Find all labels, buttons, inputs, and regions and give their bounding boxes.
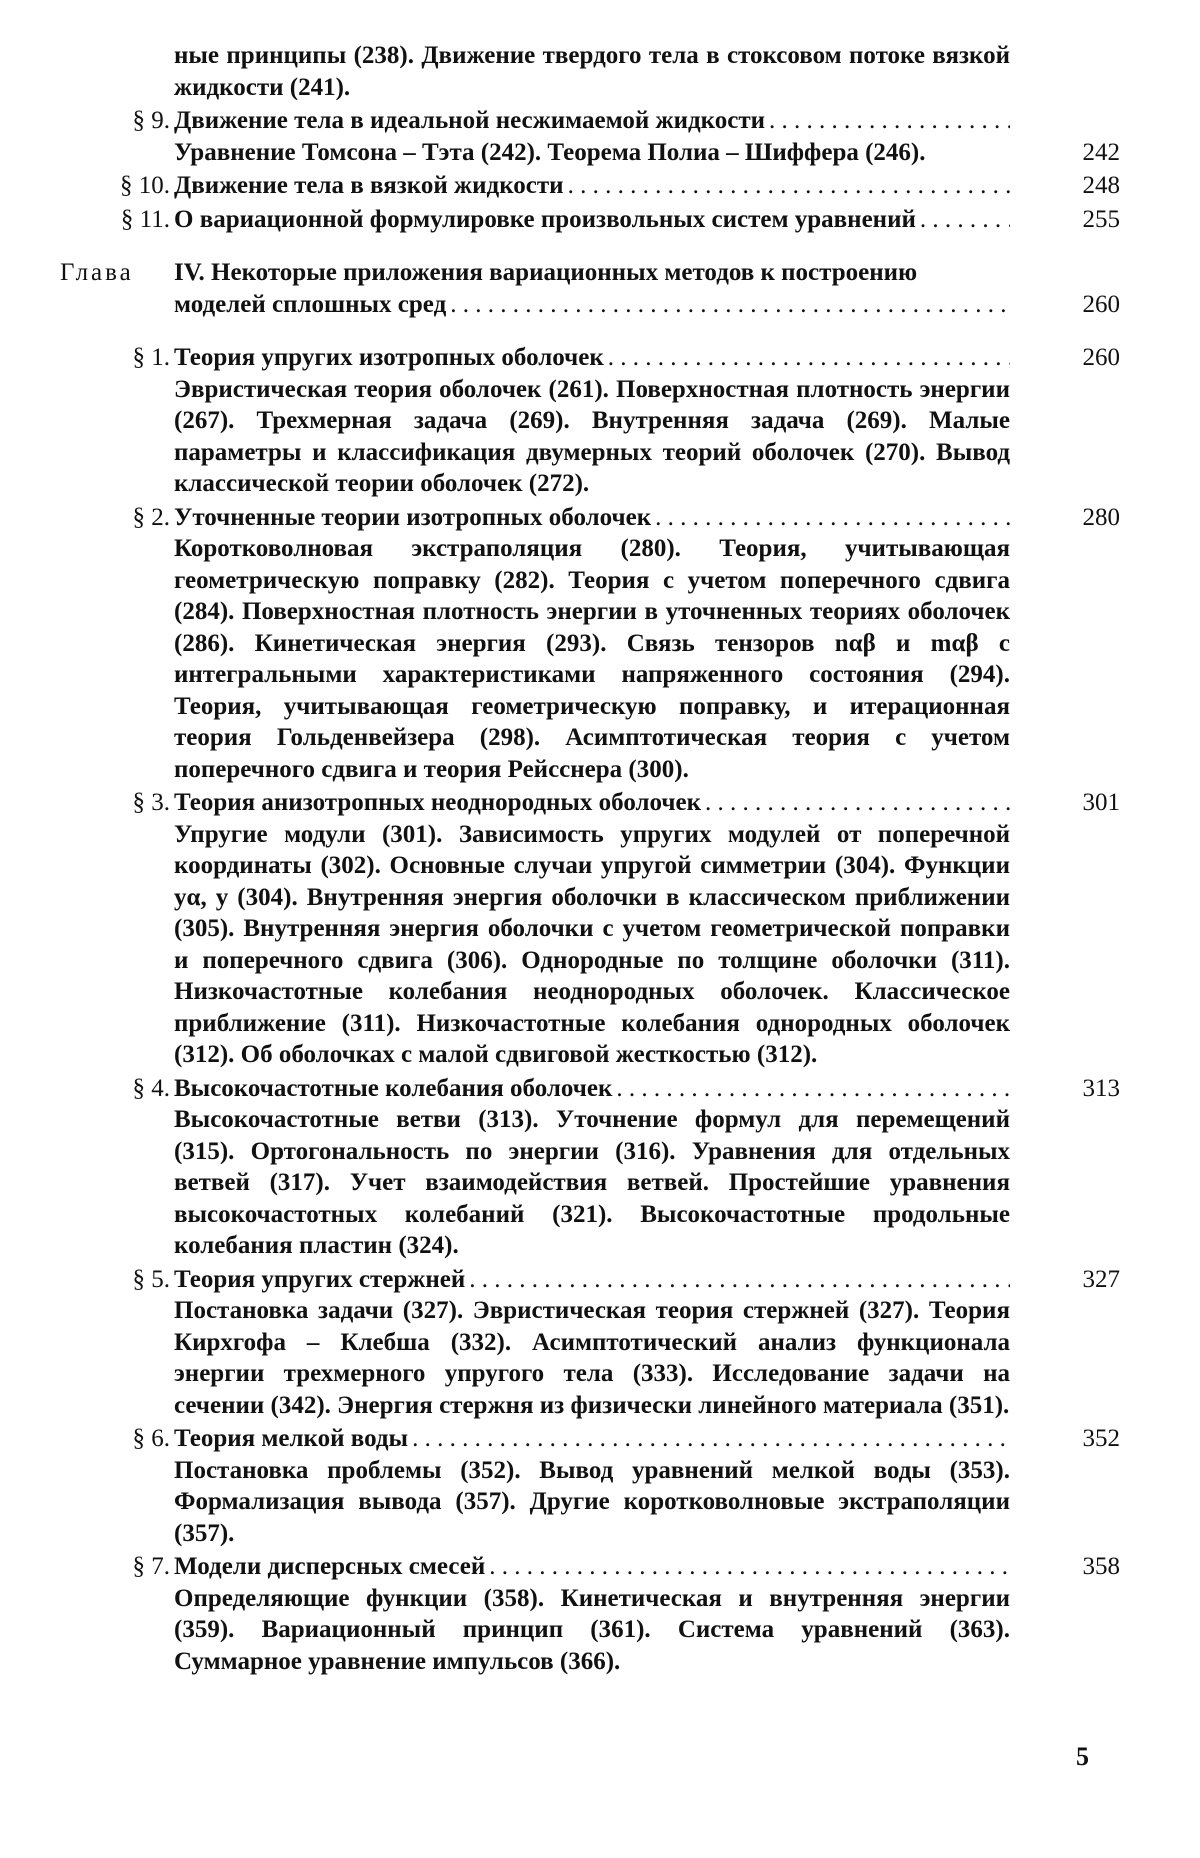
page-number: 280: [1082, 503, 1120, 531]
toc-entry-c1: [60, 342, 1120, 500]
section-number: § 10.: [120, 172, 170, 199]
toc-entry-c5: [60, 1264, 1120, 1422]
section-number: § 2.: [132, 503, 170, 531]
table-of-contents: [60, 40, 1120, 1679]
toc-entry-c4: [60, 1073, 1120, 1262]
page-number: 248: [1082, 172, 1120, 199]
section-number: § 11.: [120, 205, 170, 233]
toc-chapter-4: [60, 257, 1120, 320]
section-title: Теория упругих стержней: [174, 1265, 466, 1293]
section-number: § 5.: [132, 1265, 170, 1293]
toc-continuation-text: ные принципы (238). Движение твердого тела в стоксовом потоке вязкой жидкости (241).: [174, 42, 1010, 101]
toc-entry-c7: [60, 1551, 1120, 1677]
page-number: 352: [1082, 1425, 1120, 1452]
page-number: 358: [1082, 1553, 1120, 1580]
toc-entry-11: [60, 204, 1120, 236]
toc-entry-c6: [60, 1423, 1120, 1549]
page-number: 242: [1082, 138, 1120, 166]
section-subtopics: Коротковолновая экстраполяция (280). Теория, учитывающая геометрическую поправку (282). Теория с учетом поперечного сдвига (284). Поверхностная плотность энергии в уточненных теориях оболочек (286). Кинетическая энергия (293). Связь тензоров nαβ и mαβ с интегральными характеристиками напряженного состояния (294). Теория, учитывающая геометрическую поправку, и итерационная теория Гольденвейзера (298). Асимптотическая теория с учетом поперечного сдвига и теория Рейсснера (300).: [174, 535, 1010, 783]
page-number: 260: [1082, 344, 1120, 371]
section-number: § 3.: [132, 789, 170, 816]
section-number: § 7.: [132, 1553, 170, 1580]
section-subtopics: Эвристическая теория оболочек (261). Поверхностная плотность энергии (267). Трехмерная задача (269). Внутренняя задача (269). Малые параметры и классификация двумерных теорий оболочек (270). Вывод классической теории оболочек (272).: [174, 375, 1010, 497]
toc-entry-10: [60, 170, 1120, 202]
toc-entry-9: [60, 105, 1120, 168]
section-number: § 9.: [132, 107, 170, 134]
page-number: 301: [1082, 789, 1120, 816]
section-title: Теория анизотропных неоднородных оболочек: [174, 789, 702, 816]
toc-entry-c2: [60, 502, 1120, 786]
section-title: Теория мелкой воды: [174, 1425, 409, 1452]
section-title: Движение тела в вязкой жидкости: [174, 172, 564, 199]
section-subtopics: Постановка проблемы (352). Вывод уравнений мелкой воды (353). Формализация вывода (357). Другие коротковолновые экстраполяции (357).: [174, 1456, 1010, 1547]
section-number: § 1.: [132, 344, 170, 371]
section-title: Движение тела в идеальной несжимаемой жидкости: [174, 107, 766, 134]
page-number: 260: [1082, 290, 1120, 318]
section-subtopics: Определяющие функции (358). Кинетическая и внутренняя энергии (359). Вариационный принцип (361). Система уравнений (363). Суммарное уравнение импульсов (366).: [174, 1584, 1010, 1675]
section-subtopics: Высокочастотные ветви (313). Уточнение формул для перемещений (315). Ортогональность по энергии (316). Уравнения для отдельных ветвей (317). Учет взаимодействия ветвей. Простейшие уравнения высокочастотных колебаний (321). Высокочастотные продольные колебания пластин (324).: [174, 1106, 1010, 1259]
section-title: Модели дисперсных смесей: [174, 1553, 486, 1580]
section-title: Высокочастотные колебания оболочек: [174, 1074, 613, 1102]
section-title: Теория упругих изотропных оболочек: [174, 344, 604, 371]
section-subtopics: Упругие модули (301). Зависимость упругих модулей от поперечной координаты (302). Основные случаи упругой симметрии (304). Функции yα, y (304). Внутренняя энергия оболочки в классическом приближении (305). Внутренняя энергия оболочки с учетом геометрической поправки и поперечного сдвига (306). Однородные по толщине оболочки (311). Низкочастотные колебания неоднородных оболочек. Классическое приближение (311). Низкочастотные колебания однородных оболочек (312). Об оболочках с малой сдвиговой жесткостью (312).: [174, 820, 1010, 1068]
section-subtopics: Уравнение Томсона – Тэта (242). Теорема Полиа – Шиффера (246).: [174, 138, 926, 166]
section-number: § 4.: [132, 1074, 170, 1102]
section-title: О вариационной формулировке произвольных систем уравнений: [174, 205, 916, 233]
page-number: 313: [1082, 1074, 1120, 1102]
page-folio-number: 5: [1076, 1742, 1089, 1771]
page-number: 255: [1082, 205, 1120, 233]
section-number: § 6.: [132, 1425, 170, 1452]
chapter-title: IV. Некоторые приложения вариационных методов к построению моделей сплошных сред: [174, 259, 918, 318]
toc-entry-c3: [60, 787, 1120, 1071]
page-number: 327: [1082, 1265, 1120, 1293]
section-title: Уточненные теории изотропных оболочек: [174, 503, 652, 531]
section-subtopics: Постановка задачи (327). Эвристическая теория стержней (327). Теория Кирхгофа – Клебша (332). Асимптотический анализ функционала энергии трехмерного упругого тела (333). Исследование задачи на сечении (342). Энергия стержня из физически линейного материала (351).: [174, 1297, 1010, 1419]
chapter-label: Глава: [60, 259, 134, 286]
toc-continuation: [60, 40, 1120, 103]
